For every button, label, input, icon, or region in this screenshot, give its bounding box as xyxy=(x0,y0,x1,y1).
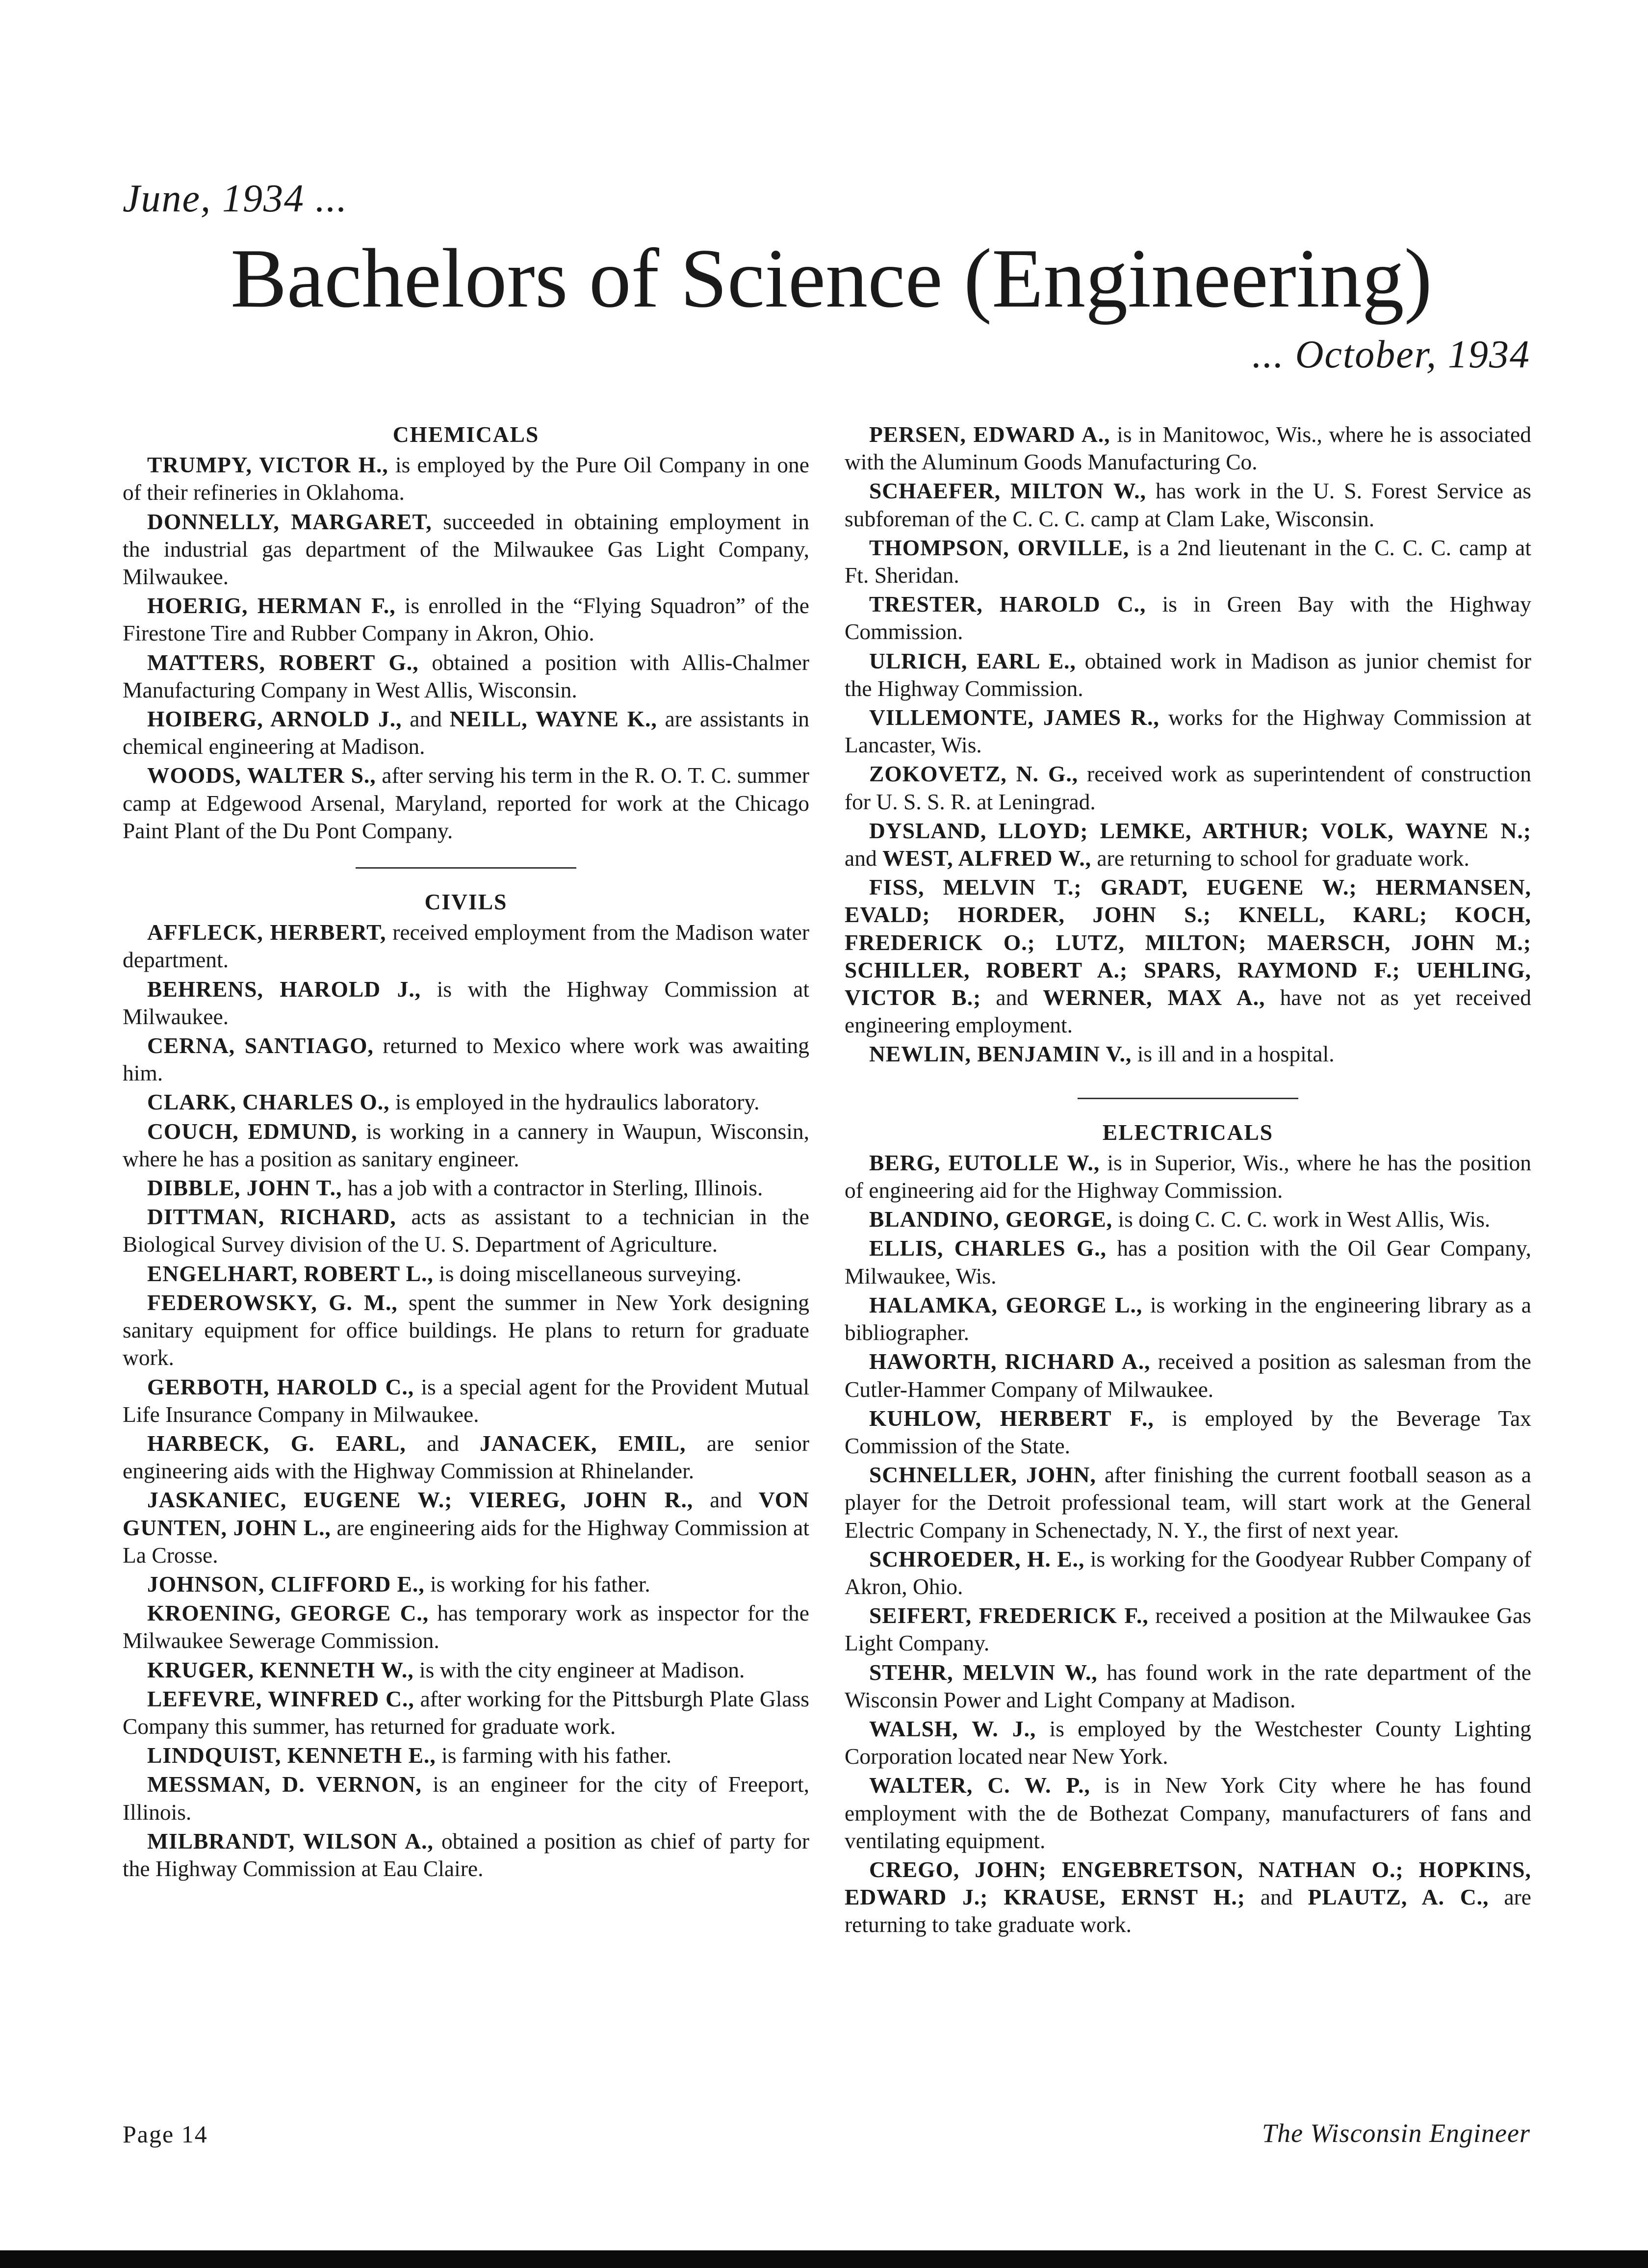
entry-text: and xyxy=(1245,1884,1308,1910)
graduate-name: ULRICH, EARL E., xyxy=(869,648,1076,673)
graduate-name: JANACEK, EMIL, xyxy=(480,1430,686,1456)
graduate-name: HARBECK, G. EARL, xyxy=(147,1430,406,1456)
entry-text: received work as superintendent of construction for U. S. S. R. at Leningrad. xyxy=(845,761,1531,814)
graduate-name: MILBRANDT, WILSON A., xyxy=(147,1828,434,1854)
entry-text: is employed by the Beverage Tax Commission of the State. xyxy=(845,1405,1531,1458)
entry-text: received a position as salesman from the Cutler-Hammer Company of Milwaukee. xyxy=(845,1349,1531,1402)
graduate-name: NEWLIN, BENJAMIN V., xyxy=(869,1041,1132,1067)
graduate-name: SCHROEDER, H. E., xyxy=(869,1546,1085,1572)
graduate-name: FEDEROWSKY, G. M., xyxy=(147,1289,398,1315)
graduate-entry xyxy=(123,762,809,845)
graduate-name: DIBBLE, JOHN T., xyxy=(147,1175,342,1201)
graduate-entry xyxy=(123,1599,809,1654)
graduate-entry xyxy=(123,1373,809,1428)
graduate-entry xyxy=(123,508,809,591)
graduate-entry xyxy=(845,591,1531,645)
graduate-name: KUHLOW, HERBERT F., xyxy=(869,1405,1154,1431)
publication-name: The Wisconsin Engineer xyxy=(1262,2118,1530,2148)
entry-text: is in Manitowoc, Wis., where he is associated with the Aluminum Goods Manufacturing Co. xyxy=(845,422,1531,475)
graduate-name: HALAMKA, GEORGE L., xyxy=(869,1292,1143,1317)
graduate-name: COUCH, EDMUND, xyxy=(147,1118,358,1144)
graduate-name: VILLEMONTE, JAMES R., xyxy=(869,705,1159,730)
entry-text: and xyxy=(981,985,1043,1010)
graduate-name: WALSH, W. J., xyxy=(869,1716,1036,1741)
entry-text: is employed in the hydraulics laboratory. xyxy=(389,1089,760,1115)
section-divider xyxy=(356,867,576,869)
graduate-name: DYSLAND, LLOYD; LEMKE, ARTHUR; VOLK, WAYNE N.; xyxy=(869,818,1531,843)
graduate-name: ZOKOVETZ, N. G., xyxy=(869,761,1079,787)
graduate-name: LINDQUIST, KENNETH E., xyxy=(147,1743,436,1768)
graduate-entry xyxy=(123,976,809,1031)
graduate-name: BLANDINO, GEORGE, xyxy=(869,1207,1113,1232)
entry-text: is working in a cannery in Waupun, Wisconsin, where he has a position as sanitary engineer. xyxy=(123,1118,809,1171)
entry-text: received a position at the Milwaukee Gas Light Company. xyxy=(845,1603,1531,1656)
graduate-entry xyxy=(845,874,1531,1039)
entry-text: obtained a position with Allis-Chalmer Manufacturing Company in West Allis, Wisconsin. xyxy=(123,649,809,702)
graduate-name: TRESTER, HAROLD C., xyxy=(869,592,1146,617)
graduate-entry xyxy=(845,1856,1531,1939)
entry-text: and xyxy=(693,1487,759,1513)
entry-text: and xyxy=(406,1430,480,1456)
graduate-name: JOHNSON, CLIFFORD E., xyxy=(147,1571,425,1597)
graduate-entry xyxy=(845,817,1531,872)
graduate-entry xyxy=(845,1772,1531,1855)
entry-text: after working for the Pittsburgh Plate Glass Company this summer, has returned for graduate work. xyxy=(123,1686,809,1739)
graduate-entry xyxy=(845,1149,1531,1204)
graduate-name: SEIFERT, FREDERICK F., xyxy=(869,1603,1149,1628)
graduate-entry xyxy=(845,704,1531,759)
graduate-name: WEST, ALFRED W., xyxy=(882,846,1092,871)
entry-text: has a job with a contractor in Sterling, Illinois. xyxy=(342,1175,763,1201)
entry-text: obtained a position as chief of party for the Highway Commission at Eau Claire. xyxy=(123,1828,809,1881)
graduate-name: PLAUTZ, A. C., xyxy=(1308,1884,1489,1910)
graduate-entry xyxy=(123,649,809,704)
right-column xyxy=(845,421,1531,1939)
chemicals-list xyxy=(123,451,809,845)
entry-text: after serving his term in the R. O. T. C. summer camp at Edgewood Arsenal, Maryland, reported for work at the Chicago Paint Plant of the Du Pont Company. xyxy=(123,763,809,843)
scan-edge-bar xyxy=(0,2250,1648,2268)
graduate-entry xyxy=(123,1088,809,1116)
entry-text: is employed by the Pure Oil Company in one of their refineries in Oklahoma. xyxy=(123,452,809,505)
entry-text: has found work in the rate department of the Wisconsin Power and Light Company at Madison. xyxy=(845,1659,1531,1712)
graduate-entry xyxy=(123,1656,809,1684)
entry-text: is an engineer for the city of Freeport, Illinois. xyxy=(123,1772,809,1825)
entry-text: is working in the engineering library as a bibliographer. xyxy=(845,1292,1531,1345)
graduate-entry xyxy=(123,919,809,974)
entry-text: are returning to school for graduate work. xyxy=(1091,846,1469,871)
graduate-name: SCHAEFER, MILTON W., xyxy=(869,478,1146,504)
graduate-name: BEHRENS, HAROLD J., xyxy=(147,976,421,1002)
graduate-name: HOIBERG, ARNOLD J., xyxy=(147,706,402,732)
graduate-name: CERNA, SANTIAGO, xyxy=(147,1033,374,1058)
graduate-entry xyxy=(123,1685,809,1740)
graduate-name: BERG, EUTOLLE W., xyxy=(869,1150,1100,1175)
entry-text: obtained work in Madison as junior chemist for the Highway Commission. xyxy=(845,648,1531,701)
entry-text: have not as yet received engineering employment. xyxy=(845,985,1531,1038)
graduate-entry xyxy=(845,1405,1531,1460)
left-column xyxy=(123,421,809,1882)
entry-text: is in New York City where he has found employment with the de Bothezat Company, manufacturers of fans and ventilating equipment. xyxy=(845,1773,1531,1853)
graduate-entry xyxy=(845,1602,1531,1657)
graduate-entry xyxy=(845,1040,1531,1068)
graduate-entry xyxy=(845,1546,1531,1600)
page-number: Page 14 xyxy=(123,2120,208,2148)
graduate-name: SCHNELLER, JOHN, xyxy=(869,1462,1096,1488)
entry-text: is working for his father. xyxy=(424,1571,650,1597)
header-date-right: ... October, 1934 xyxy=(1252,333,1530,376)
graduate-entry xyxy=(845,1291,1531,1346)
graduate-entry xyxy=(123,1289,809,1372)
entry-text: is working for the Goodyear Rubber Company of Akron, Ohio. xyxy=(845,1546,1531,1599)
entry-text: is ill and in a hospital. xyxy=(1132,1041,1335,1067)
graduate-entry xyxy=(845,647,1531,702)
entry-text: after finishing the current football season as a player for the Detroit professional team, will start work at the General Electric Company in Schenectady, N. Y., the first of next year. xyxy=(845,1462,1531,1543)
entry-text: are senior engineering aids with the Highway Commission at Rhinelander. xyxy=(123,1430,809,1484)
entry-text: are returning to take graduate work. xyxy=(845,1884,1531,1937)
graduate-name: PERSEN, EDWARD A., xyxy=(869,422,1110,447)
entry-text: is farming with his father. xyxy=(436,1743,671,1768)
entry-text: and xyxy=(845,846,883,871)
graduate-entry xyxy=(123,1571,809,1598)
graduate-name: VON GUNTEN, JOHN L., xyxy=(123,1487,809,1540)
section-heading-chemicals: CHEMICALS xyxy=(392,422,540,447)
graduate-name: TRUMPY, VICTOR H., xyxy=(147,452,388,478)
entry-text: are engineering aids for the Highway Commission at La Crosse. xyxy=(123,1515,809,1568)
graduate-name: DITTMAN, RICHARD, xyxy=(147,1204,396,1230)
graduate-name: THOMPSON, ORVILLE, xyxy=(869,535,1130,560)
entry-text: is a special agent for the Provident Mutual Life Insurance Company in Milwaukee. xyxy=(123,1374,809,1427)
graduate-name: DONNELLY, MARGARET, xyxy=(147,509,432,534)
graduate-entry xyxy=(123,1486,809,1569)
entry-text: is employed by the Westchester County Lighting Corporation located near New York. xyxy=(845,1716,1531,1769)
graduate-entry xyxy=(123,1430,809,1485)
page-title: Bachelors of Science (Engineering) xyxy=(231,232,1432,325)
graduate-entry xyxy=(845,1235,1531,1289)
entry-text: spent the summer in New York designing sanitary equipment for office buildings. He plans to return for graduate work. xyxy=(123,1289,809,1370)
section-heading-civils: CIVILS xyxy=(424,889,508,915)
graduate-name: HAWORTH, RICHARD A., xyxy=(869,1349,1151,1374)
graduate-name: AFFLECK, HERBERT, xyxy=(147,920,386,945)
entry-text: are assistants in chemical engineering at Madison. xyxy=(123,706,809,759)
graduate-entry xyxy=(123,1742,809,1769)
graduate-entry xyxy=(845,534,1531,589)
graduate-name: WALTER, C. W. P., xyxy=(869,1773,1090,1798)
graduate-entry xyxy=(845,421,1531,476)
electricals-list xyxy=(845,1149,1531,1939)
graduate-name: ENGELHART, ROBERT L., xyxy=(147,1261,434,1286)
entry-text: succeeded in obtaining employment in the industrial gas department of the Milwaukee Gas Light Company, Milwaukee. xyxy=(123,509,809,590)
entry-text: is in Superior, Wis., where he has the position of engineering aid for the Highway Commission. xyxy=(845,1150,1531,1203)
graduate-entry xyxy=(123,1771,809,1826)
graduate-name: WERNER, MAX A., xyxy=(1043,985,1265,1010)
entry-text: is a 2nd lieutenant in the C. C. C. camp at Ft. Sheridan. xyxy=(845,535,1531,588)
graduate-entry xyxy=(123,1118,809,1173)
entry-text: and xyxy=(402,706,450,732)
graduate-entry xyxy=(123,592,809,647)
graduate-name: HOERIG, HERMAN F., xyxy=(147,593,396,619)
graduate-entry xyxy=(123,1174,809,1202)
entry-text: has work in the U. S. Forest Service as subforeman of the C. C. C. camp at Clam Lake, Wisconsin. xyxy=(845,478,1531,531)
graduate-name: KRUGER, KENNETH W., xyxy=(147,1657,414,1682)
entry-text: is doing miscellaneous surveying. xyxy=(433,1261,742,1286)
graduate-name: KROENING, GEORGE C., xyxy=(147,1600,429,1626)
graduate-entry xyxy=(845,760,1531,815)
graduate-entry xyxy=(123,1032,809,1087)
graduate-entry xyxy=(845,1461,1531,1544)
entry-text: has a position with the Oil Gear Company, Milwaukee, Wis. xyxy=(845,1236,1531,1289)
entry-text: is enrolled in the “Flying Squadron” of the Firestone Tire and Rubber Company in Akron, Ohio. xyxy=(123,593,809,646)
graduate-name: STEHR, MELVIN W., xyxy=(869,1659,1098,1685)
graduate-name: NEILL, WAYNE K., xyxy=(449,706,657,732)
entry-text: has temporary work as inspector for the Milwaukee Sewerage Commission. xyxy=(123,1600,809,1653)
graduate-entry xyxy=(123,705,809,760)
entry-text: is with the city engineer at Madison. xyxy=(413,1657,745,1682)
graduate-entry xyxy=(123,1828,809,1882)
graduate-name: ELLIS, CHARLES G., xyxy=(869,1236,1107,1261)
graduate-name: JASKANIEC, EUGENE W.; VIEREG, JOHN R., xyxy=(147,1487,694,1513)
entry-text: acts as assistant to a technician in the Biological Survey division of the U. S. Department of Agriculture. xyxy=(123,1204,809,1257)
entry-text: is in Green Bay with the Highway Commission. xyxy=(845,592,1531,644)
entry-text: is doing C. C. C. work in West Allis, Wis. xyxy=(1112,1207,1491,1232)
graduate-name: CLARK, CHARLES O., xyxy=(147,1089,390,1115)
graduate-name: GERBOTH, HAROLD C., xyxy=(147,1374,414,1399)
section-divider xyxy=(1078,1098,1298,1099)
graduate-name: LEFEVRE, WINFRED C., xyxy=(147,1686,414,1711)
civils-list-right xyxy=(845,421,1531,1068)
entry-text: received employment from the Madison water department. xyxy=(123,920,809,973)
graduate-entry xyxy=(123,1260,809,1288)
entry-text: works for the Highway Commission at Lancaster, Wis. xyxy=(845,705,1531,758)
entry-text: returned to Mexico where work was awaiting him. xyxy=(123,1033,809,1086)
graduate-entry xyxy=(845,1715,1531,1770)
graduate-entry xyxy=(123,451,809,506)
graduate-entry xyxy=(845,1659,1531,1714)
graduate-entry xyxy=(845,477,1531,532)
graduate-name: WOODS, WALTER S., xyxy=(147,763,376,788)
header-date-left: June, 1934 ... xyxy=(123,177,348,220)
graduate-name: FISS, MELVIN T.; GRADT, EUGENE W.; HERMANSEN, EVALD; HORDER, JOHN S.; KNELL, KARL; KOCH, FREDERICK O.; LUTZ, MILTON; MAERSCH, JOHN M.; SCHILLER, ROBERT A.; SPARS, RAYMOND F.; UEHLING, VICTOR B.; xyxy=(845,875,1531,1010)
civils-list-left xyxy=(123,919,809,1882)
section-heading-electricals: ELECTRICALS xyxy=(1102,1119,1274,1145)
graduate-entry xyxy=(123,1203,809,1258)
graduate-name: CREGO, JOHN; ENGEBRETSON, NATHAN O.; HOPKINS, EDWARD J.; KRAUSE, ERNST H.; xyxy=(845,1856,1531,1910)
entry-text: is with the Highway Commission at Milwaukee. xyxy=(123,976,810,1029)
graduate-entry xyxy=(845,1348,1531,1403)
graduate-entry xyxy=(845,1206,1531,1233)
graduate-name: MATTERS, ROBERT G., xyxy=(147,649,419,675)
graduate-name: MESSMAN, D. VERNON, xyxy=(147,1772,422,1797)
